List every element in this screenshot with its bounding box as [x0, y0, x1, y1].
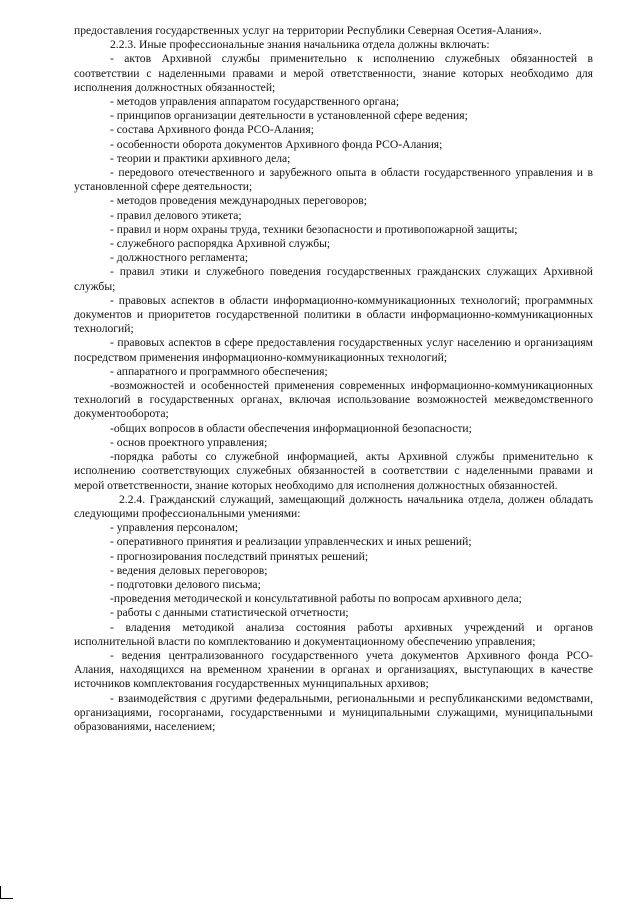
skill-item: - ведения централизованного государственного учета документов Архивного фонда РСО-Алания, находящихся на временном хранении в органах и организациях, выступающих в качестве источников комплектования государственных муниципальных архивов;: [74, 648, 593, 691]
knowledge-item: - правил этики и служебного поведения государственных гражданских служащих Архивной службы;: [74, 265, 593, 293]
knowledge-item: - должностного регламента;: [110, 251, 249, 265]
skill-item: - ведения деловых переговоров;: [110, 563, 268, 577]
knowledge-item: - аппаратного и программного обеспечения;: [110, 364, 328, 378]
document-page: [74, 24, 593, 734]
knowledge-item: - правовых аспектов в сфере предоставления государственных услуг населению и организациям посредством применения информационно-коммуникационных технологий;: [74, 336, 593, 364]
knowledge-item: - правил делового этикета;: [110, 208, 242, 222]
skill-item: - оперативного принятия и реализации управленческих и иных решений;: [110, 535, 472, 549]
acts-paragraph: - актов Архивной службы применительно к исполнению служебных обязанностей в соответствии с наделенными правами и мерой ответственности, знание которых необходимо для исполнения должностных обязанностей;: [74, 52, 593, 94]
knowledge-item: - принципов организации деятельности в установленной сфере ведения;: [110, 109, 468, 123]
knowledge-item: - правовых аспектов в области информационно-коммуникационных технологий; программных документов и приоритетов государственной политики в области информационно-коммуникационных технологий;: [74, 293, 593, 336]
skill-item: - прогнозирования последствий принятых решений;: [110, 549, 369, 563]
section-2-2-4-heading: 2.2.4. Гражданский служащий, замещающий должность начальника отдела, должен обладать следующими профессиональными умениями:: [74, 492, 593, 520]
knowledge-item: - правил и норм охраны труда, техники безопасности и противопожарной защиты;: [110, 222, 518, 236]
knowledge-item: - служебного распорядка Архивной службы;: [110, 237, 331, 251]
skill-item: - работы с данными статистической отчетности;: [110, 606, 349, 620]
page-corner-mark: [0, 886, 13, 899]
knowledge-item: -порядка работы со служебной информацией, акты Архивной службы применительно к исполнению соответствующих служебных обязанностей в соответствии с наделенными правами и мерой ответственности, знание которых необходимо для исполнения должностных обязанностей.: [74, 450, 593, 492]
section-2-2-3-heading: 2.2.3. Иные профессиональные знания начальника отдела должны включать:: [110, 38, 490, 52]
skill-item: -проведения методической и консультативной работы по вопросам архивного дела;: [110, 592, 522, 606]
intro-paragraph: предоставления государственных услуг на территории Республики Северная Осетия-Алания».: [74, 24, 542, 37]
knowledge-item: - методов проведения международных переговоров;: [110, 194, 367, 208]
knowledge-item: - передового отечественного и зарубежного опыта в области государственного управления и в установленной сфере деятельности;: [74, 166, 593, 194]
skill-item: - управления персоналом;: [110, 521, 239, 535]
knowledge-item: - основ проектного управления;: [110, 435, 268, 449]
skill-item: - владения методикой анализа состояния работы архивных учреждений и органов исполнительной власти по комплектованию и документационному обеспечению управления;: [74, 620, 593, 648]
knowledge-item: -возможностей и особенностей применения современных информационно-коммуникационных технологий в государственных органах, включая использование возможностей межведомственного документооборота;: [74, 379, 593, 421]
knowledge-item: - методов управления аппаратом государственного органа;: [110, 95, 400, 109]
knowledge-item: - состава Архивного фонда РСО-Алания;: [110, 123, 314, 137]
knowledge-item: - особенности оборота документов Архивного фонда РСО-Алания;: [110, 137, 443, 151]
skill-item: - подготовки делового письма;: [110, 577, 261, 591]
knowledge-item: - теории и практики архивного дела;: [110, 151, 291, 165]
knowledge-item: -общих вопросов в области обеспечения информационной безопасности;: [110, 421, 472, 435]
skill-item: - взаимодействия с другими федеральными, региональными и республиканскими ведомствами, организациями, госорганами, государственными и муниципальными служащими, муниципальными образованиями, населением;: [74, 691, 593, 733]
